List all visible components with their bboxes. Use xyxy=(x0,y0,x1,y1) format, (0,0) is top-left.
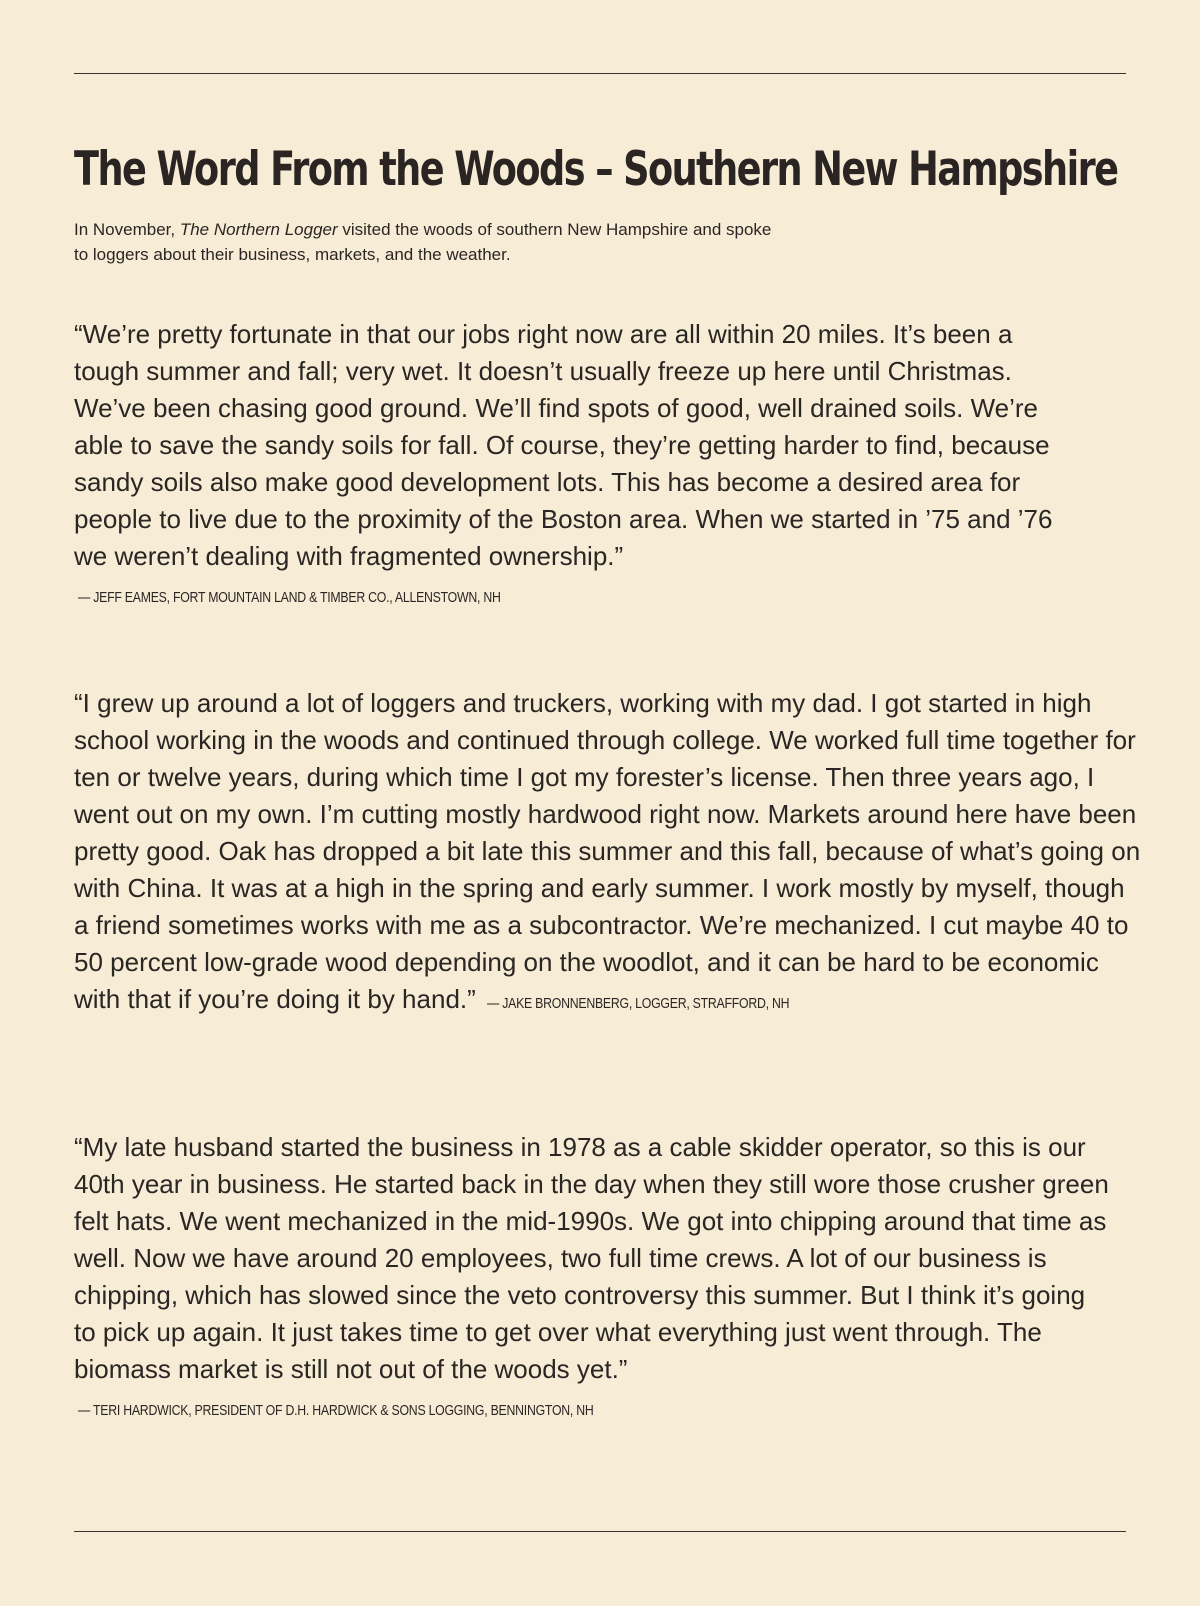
bottom-divider xyxy=(74,1531,1126,1532)
quote-1 xyxy=(74,316,1084,616)
quote-attribution: — JAKE BRONNENBERG, LOGGER, STRAFFORD, NH xyxy=(487,995,790,1012)
quote-text: “We’re pretty fortunate in that our jobs right now are all within 20 miles. It’s been a tough summer and fall; very wet. It doesn’t usually freeze up here until Christmas. We’ve been chasing good ground. We’ll find spots of good, well drained soils. We’re able to save the sandy soils for fall. Of course, they’re getting harder to find, because sandy soils also make good development lots. This has become a desired area for people to live due to the proximity of the Boston area. When we started in ’75 and ’76 we weren’t dealing with fragmented ownership.” xyxy=(74,319,1053,571)
quote-attribution: — JEFF EAMES, FORT MOUNTAIN LAND & TIMBER CO., ALLENSTOWN, NH xyxy=(78,589,501,606)
top-divider xyxy=(74,73,1126,74)
intro-rest: visited the woods of southern New Hampshire and spoke to loggers about their business, markets, and the weather. xyxy=(74,220,772,264)
article-intro xyxy=(74,217,774,267)
quote-3 xyxy=(74,1129,1114,1429)
quote-text: “I grew up around a lot of loggers and truckers, working with my dad. I got started in high school working in the woods and continued through college. We worked full time together for ten or twelve years, during which time I got my forester’s license. Then three years ago, I went out on my own. I’m cutting mostly hardwood right now. Markets around here have been pretty good. Oak has dropped a bit late this summer and this fall, because of what’s going on with China. It was at a high in the spring and early summer. I work mostly by myself, though a friend sometimes works with me as a subcontractor. We’re mechanized. I cut maybe 40 to 50 percent low-grade wood depending on the woodlot, and it can be hard to be economic with that if you’re doing it by hand.” xyxy=(74,688,1141,1014)
publication-name: The Northern Logger xyxy=(179,220,338,239)
quote-attribution: — TERI HARDWICK, PRESIDENT OF D.H. HARDWICK & SONS LOGGING, BENNINGTON, NH xyxy=(78,1402,594,1419)
quote-text: “My late husband started the business in 1978 as a cable skidder operator, so this is our 40th year in business. He started back in the day when they still wore those crusher green felt hats. We went mechanized in the mid-1990s. We got into chipping around that time as well. Now we have around 20 employees, two full time crews. A lot of our business is chipping, which has slowed since the veto controversy this summer. But I think it’s going to pick up again. It just takes time to get over what everything just went through. The biomass market is still not out of the woods yet.” xyxy=(74,1132,1109,1384)
quote-2 xyxy=(74,685,1144,1022)
intro-lead: In November, xyxy=(74,220,180,239)
article-title: The Word From the Woods – Southern New Hampshire xyxy=(74,142,1118,197)
article-page xyxy=(74,0,1141,1606)
